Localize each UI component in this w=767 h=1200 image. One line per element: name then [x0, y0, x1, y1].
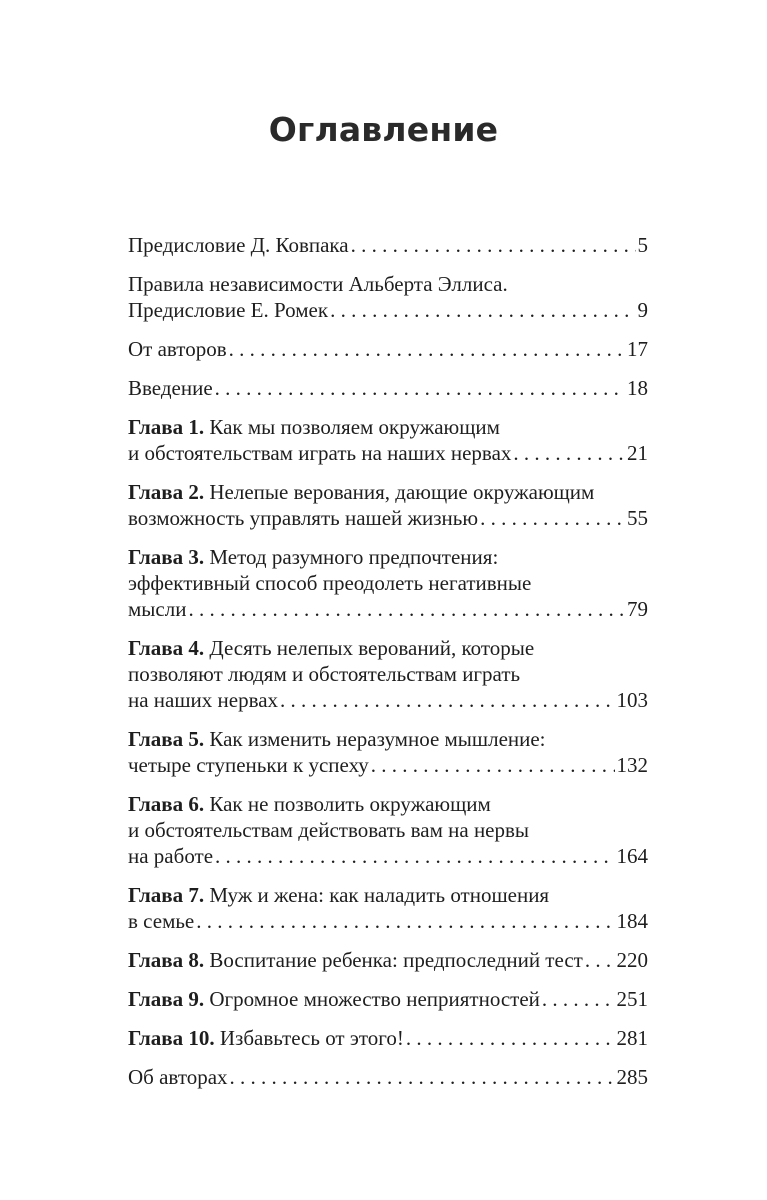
page-number: 21	[627, 441, 648, 465]
dot-leader	[188, 596, 625, 622]
toc-entry[interactable]	[128, 986, 648, 1012]
page-number: 55	[627, 506, 648, 530]
toc-entry-text: Как мы позволяем окружающим	[209, 415, 500, 439]
toc-entry-line	[128, 271, 648, 297]
toc-entry-text: Предисловие Д. Ковпака	[128, 233, 349, 257]
toc-entry-title	[128, 1025, 404, 1051]
toc-entry-line	[128, 986, 648, 1012]
dot-leader	[406, 1025, 615, 1051]
dot-leader	[513, 440, 625, 466]
toc-entry-title	[128, 986, 540, 1012]
table-of-contents	[128, 232, 648, 1090]
toc-entry-line	[128, 297, 648, 323]
toc-entry-line	[128, 687, 648, 713]
toc-entry-title	[128, 1064, 228, 1090]
toc-entry-line	[128, 791, 648, 817]
toc-entry-text: в семье	[128, 909, 195, 933]
toc-entry[interactable]	[128, 726, 648, 778]
toc-entry-text: возможность управлять нашей жизнью	[128, 506, 479, 530]
chapter-label: Глава 6.	[128, 792, 205, 816]
toc-entry-title	[128, 336, 227, 362]
toc-entry[interactable]	[128, 635, 648, 713]
dot-leader	[215, 843, 614, 869]
chapter-label: Глава 1.	[128, 415, 205, 439]
toc-entry-line	[128, 505, 648, 531]
chapter-label: Глава 4.	[128, 636, 205, 660]
chapter-label: Глава 7.	[128, 883, 205, 907]
page-title: Оглавление	[268, 110, 499, 149]
dot-leader	[585, 947, 615, 973]
chapter-label: Глава 5.	[128, 727, 205, 751]
toc-entry[interactable]	[128, 947, 648, 973]
toc-entry[interactable]	[128, 479, 648, 531]
toc-entry-text: Метод разумного предпочтения:	[209, 545, 499, 569]
page-number: 251	[616, 987, 648, 1011]
toc-entry-text: на наших нервах	[128, 688, 279, 712]
toc-entry-line	[128, 414, 648, 440]
toc-entry-line	[128, 947, 648, 973]
toc-entry-line	[128, 882, 648, 908]
toc-entry-title	[128, 908, 194, 934]
toc-entry[interactable]	[128, 336, 648, 362]
toc-entry-title	[128, 505, 478, 531]
dot-leader	[196, 908, 614, 934]
toc-entry-text: От авторов	[128, 337, 227, 361]
toc-entry-text: мысли	[128, 597, 187, 621]
toc-entry-line	[128, 635, 648, 661]
toc-entry-text: Предисловие Е. Ромек	[128, 298, 329, 322]
toc-entry-title	[128, 596, 186, 622]
toc-entry-text: Избавьтесь от этого!	[219, 1026, 404, 1050]
toc-entry-line	[128, 232, 648, 258]
toc-entry-text: Десять нелепых верований, которые	[209, 636, 535, 660]
page-number: 184	[616, 909, 648, 933]
toc-entry-text: и обстоятельствам действовать вам на нервы	[128, 818, 530, 842]
chapter-label: Глава 8.	[128, 948, 205, 972]
toc-entry[interactable]	[128, 1025, 648, 1051]
toc-entry-title	[128, 687, 278, 713]
toc-entry-text: позволяют людям и обстоятельствам играть	[128, 662, 521, 686]
toc-entry-title	[128, 752, 369, 778]
toc-entry-line	[128, 661, 648, 687]
toc-entry[interactable]	[128, 882, 648, 934]
dot-leader	[280, 687, 614, 713]
toc-entry[interactable]	[128, 375, 648, 401]
toc-entry-text: Как не позволить окружающим	[209, 792, 491, 816]
toc-entry[interactable]	[128, 232, 648, 258]
page-number: 103	[616, 688, 648, 712]
toc-entry-line	[128, 726, 648, 752]
toc-entry[interactable]	[128, 544, 648, 622]
toc-entry-title	[128, 232, 349, 258]
toc-entry-text: Муж и жена: как наладить отношения	[209, 883, 550, 907]
toc-entry-line	[128, 570, 648, 596]
toc-entry-text: четыре ступеньки к успеху	[128, 753, 369, 777]
toc-entry-line	[128, 336, 648, 362]
chapter-label: Глава 3.	[128, 545, 205, 569]
toc-entry-line	[128, 440, 648, 466]
dot-leader	[542, 986, 615, 1012]
chapter-label: Глава 10.	[128, 1026, 215, 1050]
page-number: 5	[637, 233, 648, 257]
toc-entry-title	[128, 843, 213, 869]
toc-entry-text: и обстоятельствам играть на наших нервах	[128, 441, 512, 465]
page-number: 9	[637, 298, 648, 322]
toc-entry-text: Об авторах	[128, 1065, 228, 1089]
toc-entry-title	[128, 440, 511, 466]
toc-entry[interactable]	[128, 1064, 648, 1090]
page-number: 285	[616, 1065, 648, 1089]
toc-entry-text: Правила независимости Альберта Эллиса.	[128, 272, 508, 296]
toc-entry-line	[128, 752, 648, 778]
toc-entry-text: Воспитание ребенка: предпоследний тест	[209, 948, 583, 972]
toc-entry[interactable]	[128, 414, 648, 466]
page-number: 17	[627, 337, 648, 361]
dot-leader	[480, 505, 625, 531]
page-number: 79	[627, 597, 648, 621]
toc-entry-line	[128, 544, 648, 570]
toc-entry-line	[128, 596, 648, 622]
toc-entry-text: на работе	[128, 844, 214, 868]
dot-leader	[229, 336, 625, 362]
page-number: 220	[616, 948, 648, 972]
toc-entry-line	[128, 1064, 648, 1090]
toc-entry-line	[128, 479, 648, 505]
dot-leader	[230, 1064, 615, 1090]
toc-entry-title	[128, 297, 328, 323]
toc-entry-line	[128, 843, 648, 869]
page-number: 164	[616, 844, 648, 868]
toc-entry-text: эффективный способ преодолеть негативные	[128, 571, 532, 595]
toc-entry-text: Огромное множество неприятностей	[209, 987, 540, 1011]
chapter-label: Глава 9.	[128, 987, 205, 1011]
chapter-label: Глава 2.	[128, 480, 205, 504]
toc-entry-line	[128, 908, 648, 934]
toc-entry-line	[128, 1025, 648, 1051]
toc-entry-title	[128, 375, 213, 401]
dot-leader	[330, 297, 635, 323]
toc-entry[interactable]	[128, 791, 648, 869]
dot-leader	[371, 752, 615, 778]
toc-entry-line	[128, 817, 648, 843]
toc-entry[interactable]	[128, 271, 648, 323]
dot-leader	[351, 232, 636, 258]
toc-entry-text: Как изменить неразумное мышление:	[209, 727, 546, 751]
toc-entry-text: Введение	[128, 376, 213, 400]
dot-leader	[215, 375, 625, 401]
page-number: 18	[627, 376, 648, 400]
toc-entry-line	[128, 375, 648, 401]
page-number: 132	[616, 753, 648, 777]
toc-entry-title	[128, 947, 583, 973]
page-number: 281	[616, 1026, 648, 1050]
toc-entry-text: Нелепые верования, дающие окружающим	[209, 480, 595, 504]
